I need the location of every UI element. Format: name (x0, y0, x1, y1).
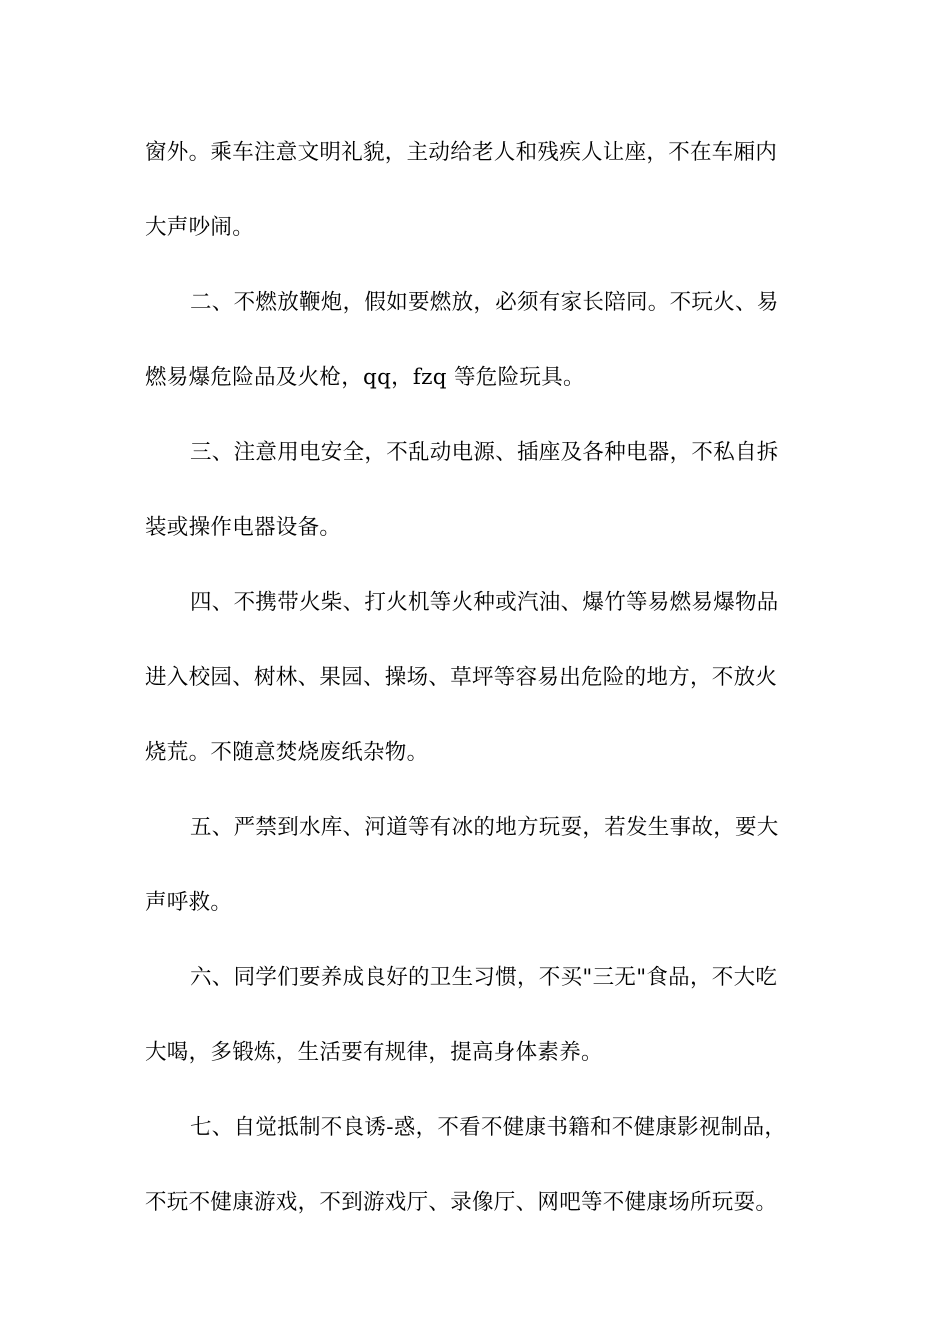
paragraph-start-line: 七、自觉抵制不良诱-惑，不看不健康书籍和不健康影视制品， (190, 1115, 787, 1140)
text-line: 声呼救。 (145, 890, 233, 915)
paragraph-start-line: 四、不携带火柴、打火机等火种或汽油、爆竹等易燃易爆物品 (190, 590, 779, 615)
paragraph-start-line: 三、注意用电安全，不乱动电源、插座及各种电器，不私自拆 (190, 440, 779, 465)
text-line: 不玩不健康游戏，不到游戏厅、录像厅、网吧等不健康场所玩耍。 (145, 1190, 778, 1215)
text-line: 大声吵闹。 (145, 215, 255, 240)
text-line: 大喝，多锻炼，生活要有规律，提高身体素养。 (145, 1040, 603, 1065)
text-line: 窗外。乘车注意文明礼貌，主动给老人和残疾人让座，不在车厢内 (145, 140, 778, 165)
text-line: 装或操作电器设备。 (145, 515, 342, 540)
paragraph-start-line: 二、不燃放鞭炮，假如要燃放，必须有家长陪同。不玩火、易 (190, 290, 779, 315)
paragraph-start-line: 五、严禁到水库、河道等有冰的地方玩耍，若发生事故，要大 (190, 815, 779, 840)
text-line: 烧荒。不随意焚烧废纸杂物。 (145, 740, 429, 765)
text-line: 进入校园、树林、果园、操场、草坪等容易出危险的地方，不放火 (145, 665, 778, 690)
paragraph-start-line: 六、同学们要养成良好的卫生习惯，不买"三无"食品，不大吃 (190, 965, 778, 990)
document-body (145, 127, 810, 1252)
text-line: 燃易爆危险品及火枪，qq，fzq 等危险玩具。 (145, 365, 585, 390)
